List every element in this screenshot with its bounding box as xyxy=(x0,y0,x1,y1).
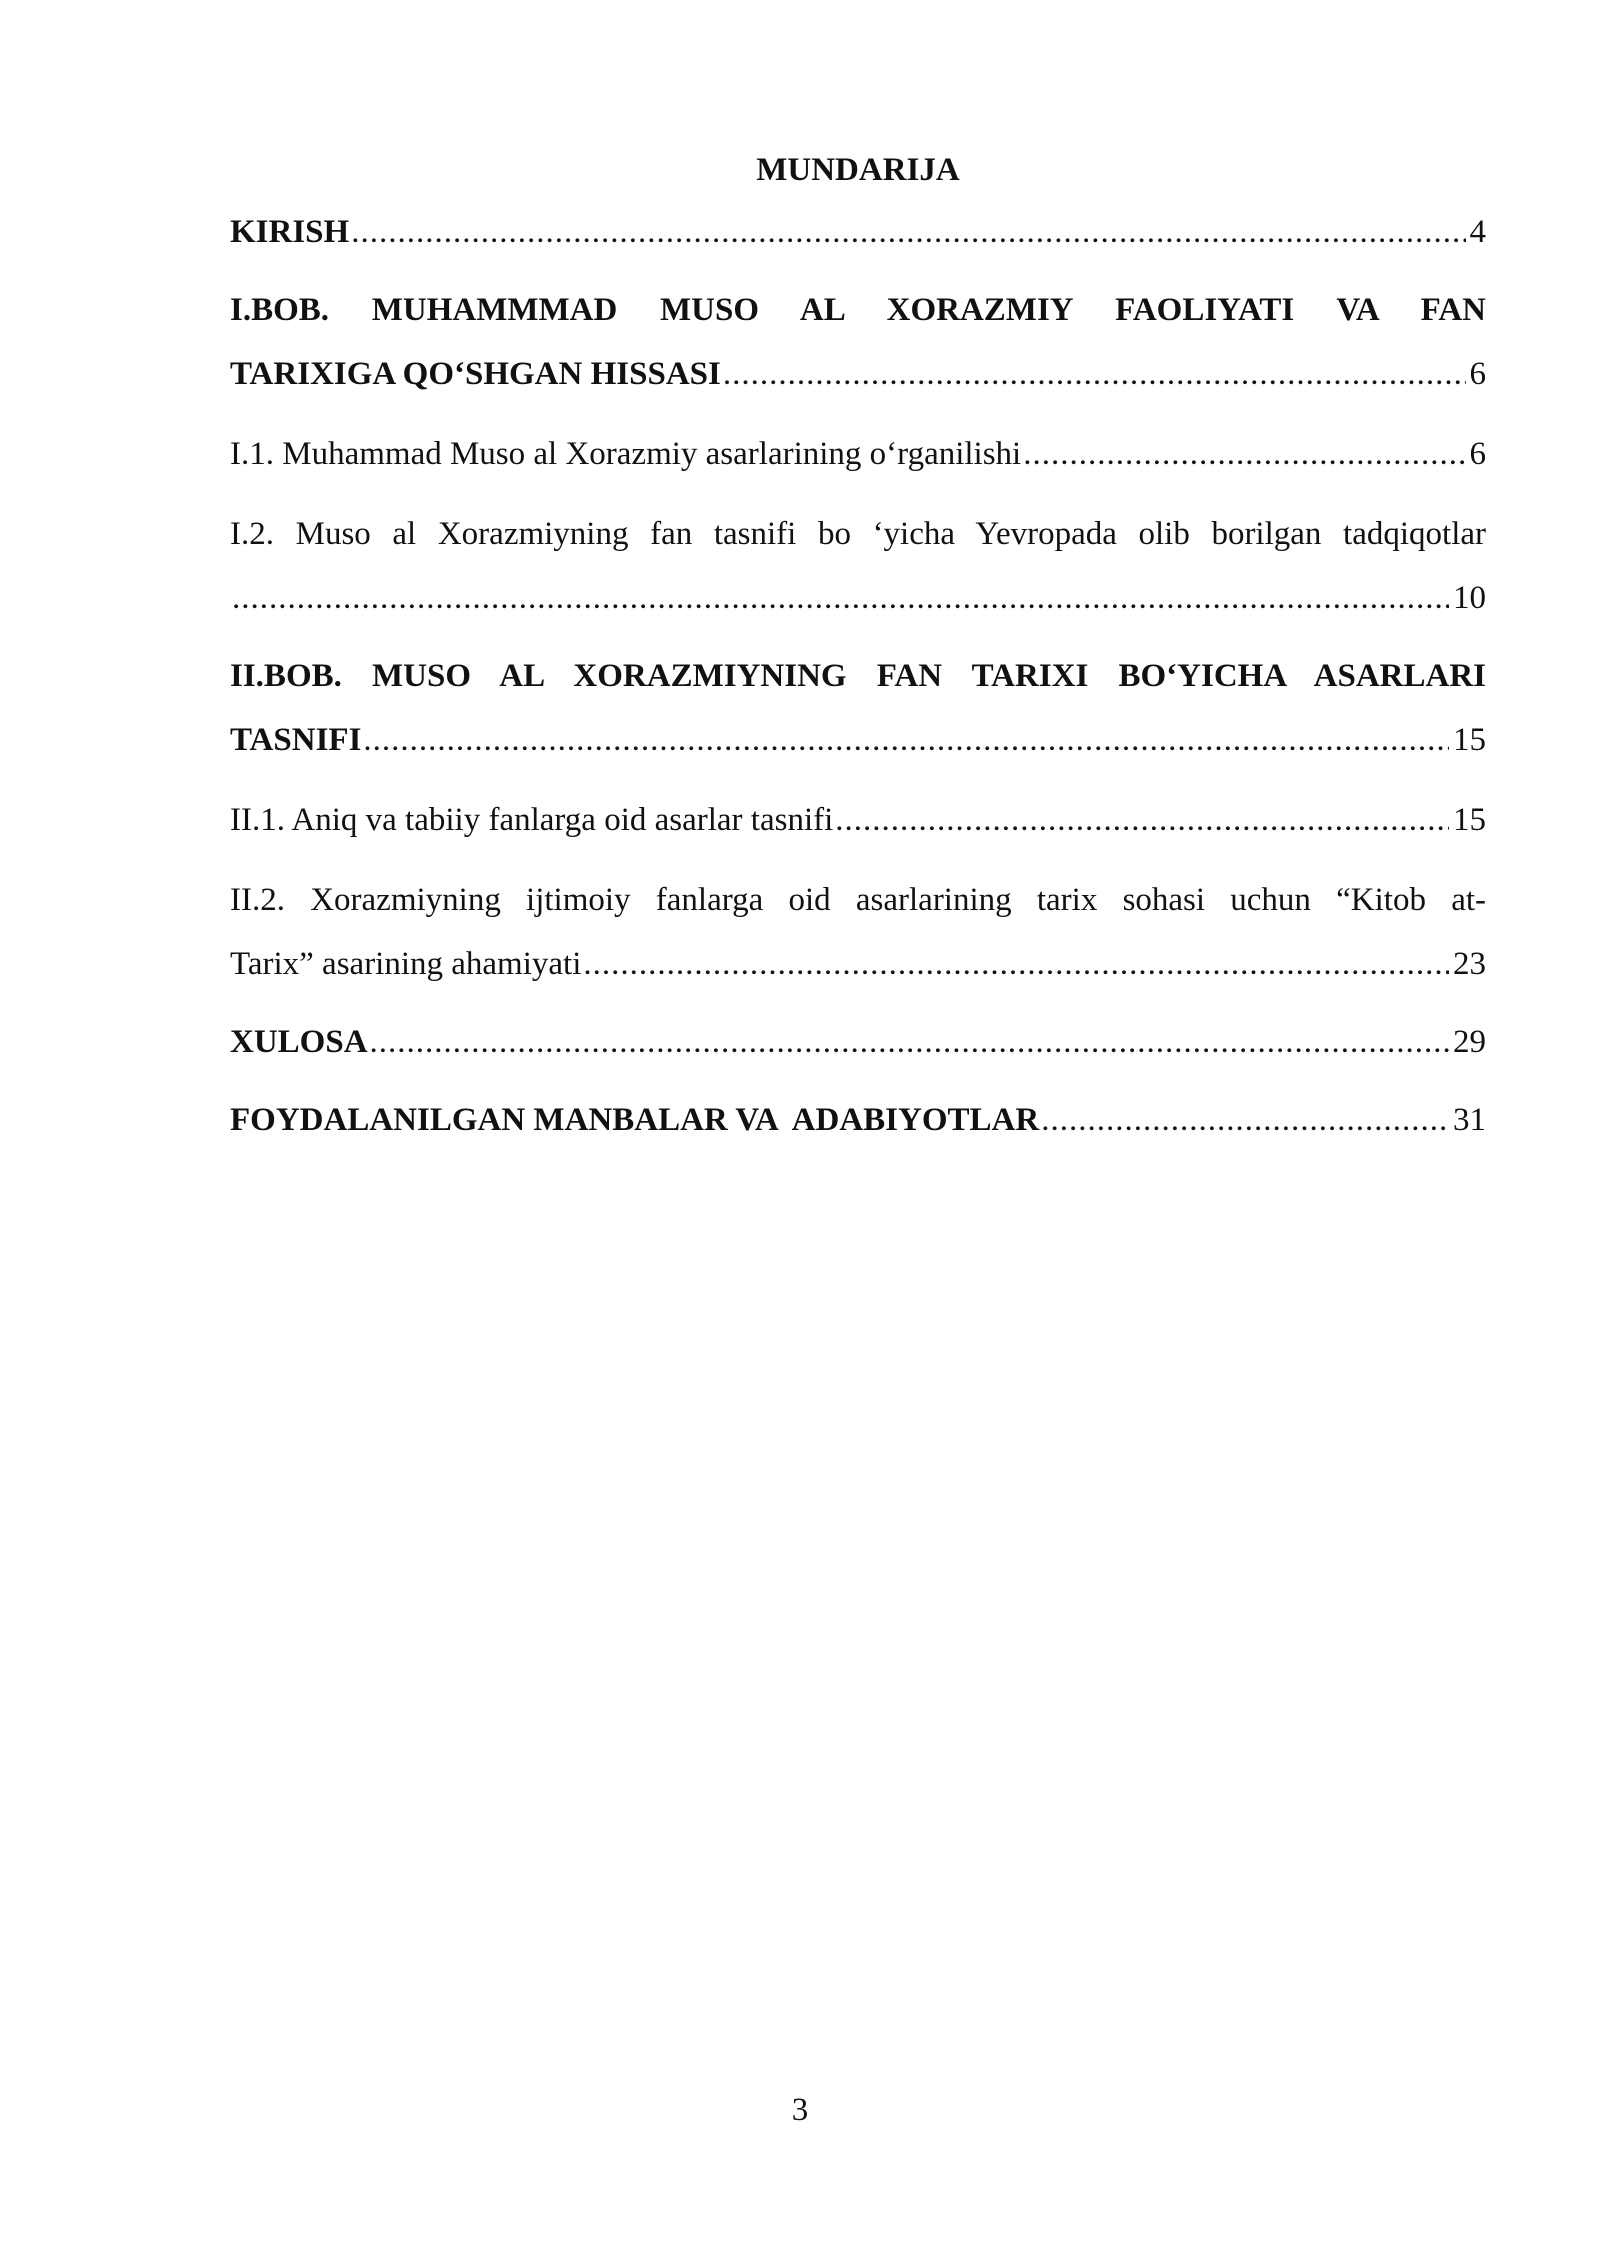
toc-entry-chapter-2[interactable] xyxy=(230,656,1486,760)
dot-leader xyxy=(351,212,1465,252)
toc-page-number: 23 xyxy=(1453,946,1486,982)
toc-entry-label-line-1: II.BOB. MUSO AL XORAZMIYNING FAN TARIXI BO‘YICHA ASARLARI xyxy=(230,658,1486,694)
toc-page-number: 15 xyxy=(1453,722,1486,758)
toc-entry-label: I.1. Muhammad Muso al Xorazmiy asarlarining o‘rganilishi xyxy=(230,436,1022,472)
toc-entry-section-2-1[interactable] xyxy=(230,800,1486,840)
toc-entry-manbalar[interactable] xyxy=(230,1100,1486,1140)
toc-entry-label-line-2: TASNIFI xyxy=(230,722,362,758)
toc-entry-section-1-2[interactable] xyxy=(230,514,1486,618)
toc-page-number: 4 xyxy=(1469,214,1486,250)
toc-entry-section-1-1[interactable] xyxy=(230,434,1486,474)
toc-entry-label-line-1: I.2. Muso al Xorazmiyning fan tasnifi bo ‘yicha Yevropada olib borilgan tadqiqotlar xyxy=(230,516,1486,552)
toc-entry-label-line-2: TARIXIGA QO‘SHGAN HISSASI xyxy=(230,356,721,392)
toc-entry-label: FOYDALANILGAN MANBALAR VA ADABIYOTLAR xyxy=(230,1102,1040,1138)
toc-title: MUNDARIJA xyxy=(756,152,960,188)
toc-page-number: 29 xyxy=(1453,1024,1486,1060)
table-of-contents xyxy=(230,150,1486,1140)
toc-entry-label-line-1: II.2. Xorazmiyning ijtimoiy fanlarga oid asarlarining tarix sohasi uchun “Kitob at- xyxy=(230,882,1486,918)
toc-entry-label: XULOSA xyxy=(230,1024,368,1060)
toc-page-number: 10 xyxy=(1453,580,1486,616)
dot-leader xyxy=(583,944,1449,984)
toc-page-number: 6 xyxy=(1469,356,1486,392)
toc-entry-kirish[interactable] xyxy=(230,212,1486,252)
toc-page-number: 6 xyxy=(1469,436,1486,472)
dot-leader xyxy=(1023,434,1465,474)
toc-page-number: 15 xyxy=(1453,802,1486,838)
dot-leader xyxy=(363,720,1449,760)
toc-entry-label: II.1. Aniq va tabiiy fanlarga oid asarlar tasnifi xyxy=(230,802,834,838)
toc-page-number: 31 xyxy=(1453,1102,1486,1138)
page-number: 3 xyxy=(791,2092,809,2128)
dot-leader xyxy=(723,354,1466,394)
dot-leader xyxy=(232,578,1449,618)
dot-leader xyxy=(835,800,1449,840)
toc-entry-label: KIRISH xyxy=(230,214,350,250)
toc-entry-section-2-2[interactable] xyxy=(230,880,1486,984)
toc-entry-label-line-2: Tarix” asarining ahamiyati xyxy=(230,946,582,982)
dot-leader xyxy=(1041,1100,1449,1140)
toc-entry-xulosa[interactable] xyxy=(230,1022,1486,1062)
toc-entry-chapter-1[interactable] xyxy=(230,290,1486,394)
dot-leader xyxy=(370,1022,1449,1062)
toc-entry-label-line-1: I.BOB. MUHAMMMAD MUSO AL XORAZMIY FAOLIYATI VA FAN xyxy=(230,292,1486,328)
